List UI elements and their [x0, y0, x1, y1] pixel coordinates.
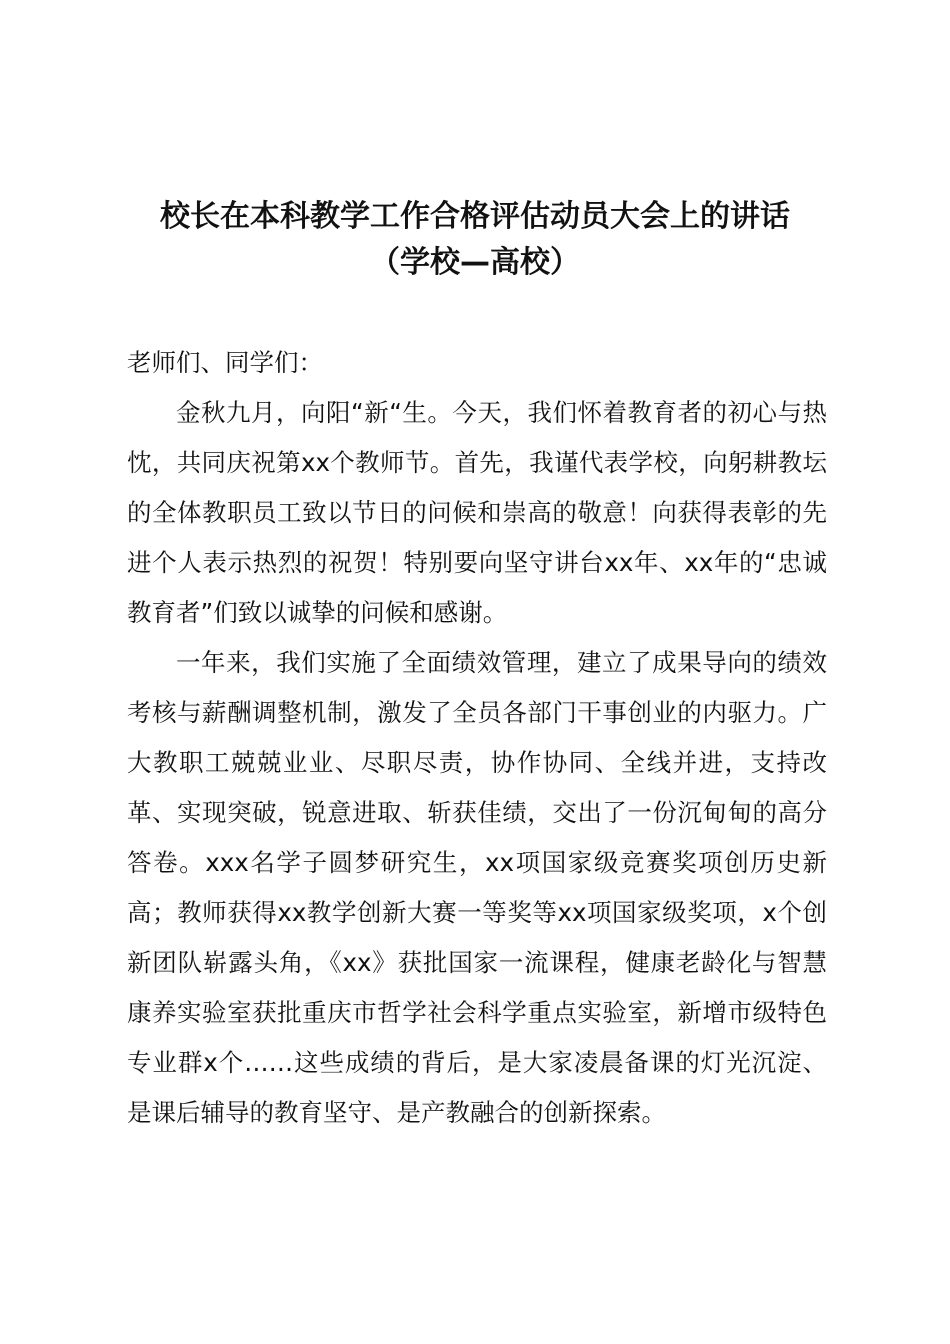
title-line-1: 校长在本科教学工作合格评估动员大会上的讲话	[160, 199, 790, 234]
paragraph-1: 金秋九月，向阳“新“生。今天，我们怀着教育者的初心与热忱，共同庆祝第xx个教师节。首先，我谨代表学校，向躬耕教坛的全体教职员工致以节日的问候和崇高的敬意！向获得表彰的先进个人表示热烈的祝贺！特别要向坚守讲台xx年、xx年的“忠诚教育者”们致以诚挚的问候和感谢。	[127, 398, 827, 627]
paragraph-2: 一年来，我们实施了全面绩效管理，建立了成果导向的绩效考核与薪酬调整机制，激发了全员各部门干事创业的内驱力。广大教职工兢兢业业、尽职尽责，协作协同、全线并进，支持改革、实现突破，锐意进取、斩获佳绩，交出了一份沉甸甸的高分答卷。xxx名学子圆梦研究生，xx项国家级竞赛奖项创历史新高；教师获得xx教学创新大赛一等奖等xx项国家级奖项，x个创新团队崭露头角，《xx》获批国家一流课程，健康老龄化与智慧康养实验室获批重庆市哲学社会科学重点实验室，新增市级特色专业群x个……这些成绩的背后，是大家凌晨备课的灯光沉淀、是课后辅导的教育坚守、是产教融合的创新探索。	[127, 648, 827, 1127]
title-line-2: （学校—高校）	[370, 245, 580, 280]
document-body	[127, 338, 827, 1138]
salutation: 老师们、同学们：	[127, 348, 323, 377]
document-title	[100, 194, 850, 286]
